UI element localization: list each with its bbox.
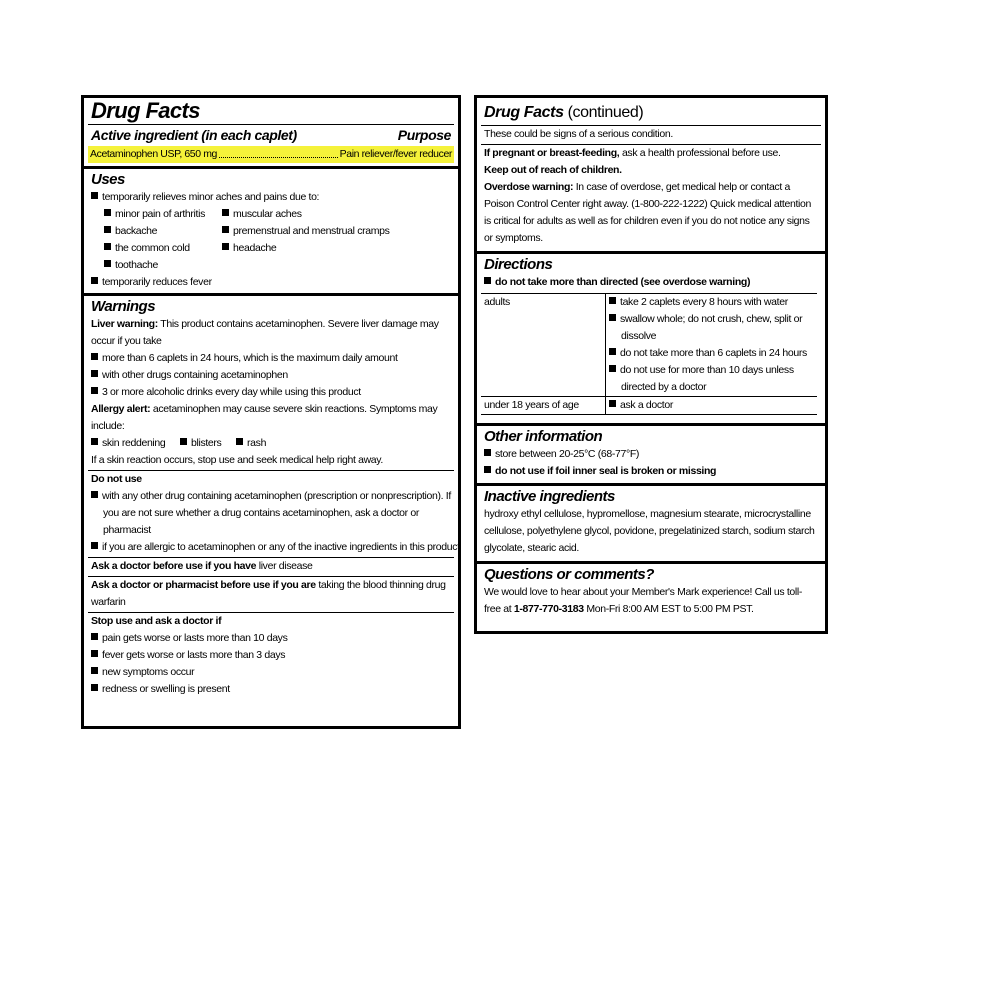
list-item: skin reddening [102,437,166,449]
list-item: backache [115,225,158,237]
ingredient-name: Acetaminophen USP, 650 mg [90,148,217,160]
uses-outro: temporarily reduces fever [102,276,212,288]
bullet-icon [91,370,98,377]
ingredient-row [88,146,454,163]
list-item: do not use for more than 10 days unless directed by a doctor [620,364,794,393]
uses-heading: Uses [91,171,125,188]
bullet-icon [222,243,229,250]
list-item: muscular aches [233,208,302,220]
list-item: premenstrual and menstrual cramps [233,225,390,237]
overdose-label: Overdose warning: [484,181,574,193]
list-item: new symptoms occur [102,666,195,678]
questions-hours: Mon-Fri 8:00 AM EST to 5:00 PM PST. [586,603,754,615]
serious-condition-text: These could be signs of a serious condition. [484,128,673,140]
list-item: do not use if foil inner seal is broken or missing [495,465,717,477]
list-item: blisters [190,437,222,449]
inactive-heading: Inactive ingredients [484,488,615,505]
bullet-icon [222,226,229,233]
ask-doctor-label: Ask a doctor before use if you have [91,560,257,572]
list-item: if you are allergic to acetaminophen or any of the inactive ingredients in this product [102,541,460,553]
under18-item: ask a doctor [620,399,673,411]
list-item: swallow whole; do not crush, chew, split or dissolve [620,313,803,342]
allergy-alert-text: acetaminophen may cause severe skin reactions. Symptoms may include: [91,403,438,432]
bullet-icon [609,365,616,372]
panel-title: Drug Facts [91,98,200,123]
directions-heading: Directions [484,256,553,273]
directions-note: do not take more than directed (see overdose warning) [495,276,751,288]
other-info-heading: Other information [484,428,603,445]
phone-number: 1-877-770-3183 [513,603,584,615]
bullet-icon [609,348,616,355]
bullet-icon [91,650,98,657]
bullet-icon [484,466,491,473]
bullet-icon [104,226,111,233]
warnings-section [84,297,458,469]
table-row [481,397,817,415]
keep-away-children: Keep out of reach of children. [484,164,622,176]
pregnant-text: ask a health professional before use. [621,147,781,159]
overdose-text: In case of overdose, get medical help or contact a Poison Control Center right away. (1-800-222-1222) Quick medical attention is critical for adults as well as for children even if you do not notice any signs or symptoms. [484,181,812,244]
bullet-icon [104,243,111,250]
list-item: headache [233,242,277,254]
list-item: 3 or more alcoholic drinks every day while using this product [102,386,361,398]
ask-pharmacist-text: taking the blood thinning drug warfarin [91,579,446,608]
list-item: more than 6 caplets in 24 hours, which is the maximum daily amount [102,352,398,364]
bullet-icon [180,438,187,445]
bullet-icon [91,684,98,691]
adults-label: adults [481,294,606,397]
bullet-icon [484,449,491,456]
allergy-after-text: If a skin reaction occurs, stop use and seek medical help right away. [91,454,383,466]
bullet-icon [91,667,98,674]
bullet-icon [91,633,98,640]
directions-section [477,255,825,291]
bullet-icon [91,387,98,394]
panel-title-text: Drug Facts [484,104,564,121]
questions-text: We would love to hear about your Member's Mark experience! Call us toll-free at [484,586,803,615]
bullet-icon [609,314,616,321]
list-item: the common cold [115,242,190,254]
purpose-heading: Purpose [397,127,451,143]
list-item: rash [247,437,267,449]
list-item: pain gets worse or lasts more than 10 days [102,632,288,644]
list-item: toothache [115,259,158,271]
bullet-icon [222,209,229,216]
bullet-icon [91,353,98,360]
ask-pharmacist-label: Ask a doctor or pharmacist before use if you are [91,579,316,591]
directions-table [481,293,817,415]
other-info-section [477,427,825,480]
table-row [481,294,817,397]
panel-title-suffix: (continued) [567,104,644,121]
bullet-icon [91,192,98,199]
bullet-icon [91,542,98,549]
drug-facts-continued-panel [474,95,828,634]
panel-title [484,102,818,124]
do-not-use-heading: Do not use [91,473,142,485]
list-item: minor pain of arthritis [115,208,205,220]
active-ingredient-heading: Active ingredient (in each caplet) [91,127,297,143]
leader-dots [219,146,338,158]
bullet-icon [104,260,111,267]
bullet-icon [91,438,98,445]
bullet-icon [609,297,616,304]
inactive-section [477,487,825,557]
stop-use-section [84,613,458,698]
bullet-icon [609,400,616,407]
warnings-heading: Warnings [91,298,156,315]
ingredient-purpose: Pain reliever/fever reducer [339,148,452,160]
do-not-use-section [84,471,458,556]
uses-section [84,170,458,291]
pregnant-label: If pregnant or breast-feeding, [484,147,620,159]
list-item: with other drugs containing acetaminophen [102,369,288,381]
stop-use-heading: Stop use and ask a doctor if [91,615,222,627]
drug-facts-panel [81,95,461,729]
list-item: redness or swelling is present [102,683,230,695]
list-item: take 2 caplets every 8 hours with water [620,296,788,308]
bullet-icon [91,277,98,284]
under18-label: under 18 years of age [481,397,606,415]
ask-doctor-text: liver disease [258,560,313,572]
questions-section [477,565,825,618]
uses-intro: temporarily relieves minor aches and pains due to: [102,191,320,203]
list-item: with any other drug containing acetaminophen (prescription or nonprescription). If you are not sure whether a drug contains acetaminophen, ask a doctor or pharmacist [102,490,451,536]
list-item: store between 20-25°C (68-77°F) [495,448,640,460]
bullet-icon [236,438,243,445]
bullet-icon [91,491,98,498]
allergy-alert-label: Allergy alert: [91,403,151,415]
inactive-text: hydroxy ethyl cellulose, hypromellose, magnesium stearate, microcrystalline cellulose, polyethylene glycol, povidone, pregelatinized starch, sodium starch glycolate, stearic acid. [484,508,815,554]
list-item: do not take more than 6 caplets in 24 hours [620,347,807,359]
bullet-icon [104,209,111,216]
list-item: fever gets worse or lasts more than 3 days [102,649,286,661]
bullet-icon [484,277,491,284]
questions-heading: Questions or comments? [484,566,654,583]
liver-warning-label: Liver warning: [91,318,158,330]
liver-warning-text: This product contains acetaminophen. Severe liver damage may occur if you take [91,318,439,347]
